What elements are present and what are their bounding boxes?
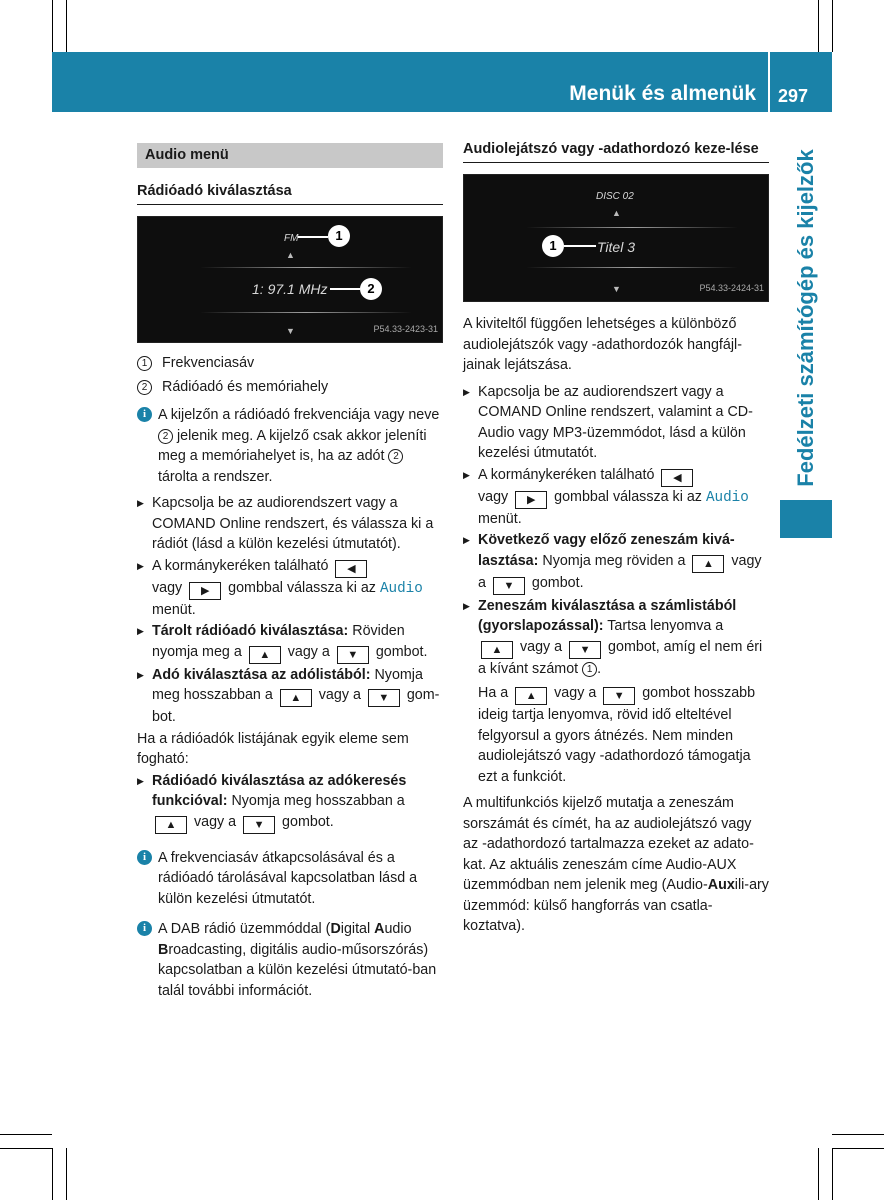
crop-mark — [52, 1148, 53, 1200]
crop-mark — [818, 1148, 819, 1200]
legend-item — [137, 377, 443, 398]
crop-mark — [832, 1134, 884, 1135]
step-arrow-icon: ▶ — [137, 775, 144, 786]
text: vagy — [478, 488, 513, 505]
down-key-icon: ▼ — [243, 816, 275, 834]
legend-number: 2 — [137, 380, 152, 395]
text: menüt. — [478, 510, 522, 527]
text: gombbal válassza ki az — [224, 579, 380, 596]
instruction-step — [137, 771, 443, 834]
instruction-step — [137, 493, 443, 555]
text: vagy a — [550, 685, 601, 701]
text: roadcasting, digitális audio-műsorszórás) kapcsolatban a külön kezelési útmutató-ban talál további információt. — [158, 941, 437, 999]
text: Aux — [707, 877, 735, 893]
step-arrow-icon: ▶ — [463, 600, 470, 611]
text: gombot hosszabb ideig tartja lenyomva, rövid idő elteltével felgyorsul a gyors átnézés. Nem minden audiolejátszó vagy -adathordozó támogatja ezt a funkciót. — [478, 685, 756, 785]
instruction-step — [137, 556, 443, 621]
step-title: Adó kiválasztása az adólistából: — [152, 666, 371, 683]
instruction-step — [463, 465, 769, 530]
down-key-icon: ▼ — [603, 687, 635, 705]
instruction-step — [463, 596, 769, 680]
up-key-icon: ▲ — [155, 816, 187, 834]
text: A kormánykeréken található — [152, 557, 333, 574]
page-title: Menük és almenük — [569, 82, 756, 105]
right-column — [463, 140, 769, 937]
track-title: Titel 3 — [597, 239, 636, 255]
text: menüt. — [152, 601, 196, 618]
screen-divider — [200, 312, 412, 313]
text: A — [374, 921, 385, 937]
step-continuation — [463, 683, 769, 787]
text: igital — [340, 921, 375, 937]
step-title: Rádióadó kiválasztása az adókeresés funkcióval: — [152, 772, 407, 809]
legend-number: 1 — [137, 356, 152, 371]
step-arrow-icon: ▶ — [137, 669, 144, 680]
text: A kijelzőn a rádióadó frekvenciája vagy neve — [158, 407, 440, 423]
crop-mark — [66, 0, 67, 52]
text: vagy — [152, 579, 187, 596]
frequency-label: 1: 97.1 MHz — [252, 281, 328, 297]
up-key-icon: ▲ — [249, 646, 281, 664]
down-key-icon: ▼ — [569, 641, 601, 659]
step-arrow-icon: ▶ — [137, 560, 144, 571]
callout-1: 1 — [542, 235, 564, 257]
up-key-icon: ▲ — [515, 687, 547, 705]
up-key-icon: ▲ — [481, 641, 513, 659]
crop-mark — [832, 0, 833, 52]
header-divider — [768, 52, 770, 112]
legend-text: Frekvenciasáv — [162, 355, 255, 371]
screen-divider — [200, 267, 412, 268]
text: vagy a — [478, 552, 762, 591]
up-key-icon: ▲ — [280, 689, 312, 707]
text: gombbal válassza ki az — [550, 488, 706, 505]
instruction-step — [463, 530, 769, 595]
paragraph: A kiviteltől függően lehetséges a különböző audiolejátszók vagy -adathordozók hangfájl-jainak lejátszása. — [463, 316, 742, 373]
ref-number: 1 — [582, 662, 597, 677]
info-icon: i — [137, 407, 152, 422]
text: Nyomja meg röviden a — [538, 552, 690, 569]
up-arrow-icon: ▲ — [612, 208, 621, 218]
radio-screen-illustration — [137, 216, 443, 343]
menu-name: Audio — [379, 580, 423, 597]
text: Ha a — [478, 685, 513, 701]
down-key-icon: ▼ — [368, 689, 400, 707]
text: A kormánykeréken található — [478, 466, 659, 483]
band-label: FM — [284, 233, 299, 244]
text: vagy a — [283, 643, 334, 660]
right-key-icon: ▶ — [189, 582, 221, 600]
step-text: Kapcsolja be az audiorendszert vagy a COMAND Online rendszert, és válassza ki a rádiót (lásd a külön kezelési útmutatót). — [152, 495, 434, 552]
text: D — [330, 921, 341, 937]
down-arrow-icon: ▼ — [612, 284, 621, 294]
text: vagy a — [314, 687, 365, 703]
up-arrow-icon: ▲ — [286, 250, 295, 260]
step-arrow-icon: ▶ — [463, 469, 470, 480]
menu-name: Audio — [705, 489, 749, 506]
text: gombot. — [278, 813, 334, 830]
info-note — [137, 848, 443, 910]
legend-text: Rádióadó és memóriahely — [162, 378, 329, 395]
text: vagy a — [190, 813, 241, 830]
right-key-icon: ▶ — [515, 491, 547, 509]
disc-label: DISC 02 — [596, 191, 634, 202]
instruction-step — [463, 382, 769, 464]
step-arrow-icon: ▶ — [137, 498, 144, 508]
text: gom-bot. — [152, 687, 440, 725]
info-note — [137, 405, 443, 487]
text: B — [158, 941, 169, 958]
text: Röviden nyomja meg a — [152, 623, 405, 660]
text: A multifunkciós kijelző mutatja a zeneszám sorszámát és címét, ha az audiolejátszó vagy az -adathordozó tartalmazza ezeket az adato-kat. Az aktuális zeneszám címe Audio-AUX üzemmódban nem jelenik meg (Audio- — [463, 795, 754, 893]
page-number: 297 — [778, 86, 809, 106]
step-arrow-icon: ▶ — [137, 626, 144, 636]
text: . — [597, 660, 602, 677]
left-key-icon: ◀ — [661, 469, 693, 487]
info-icon: i — [137, 850, 152, 865]
step-title: Következő vagy előző zeneszám kivá-lasztása: — [478, 532, 735, 569]
callout-line — [564, 245, 596, 247]
instruction-step — [137, 665, 443, 728]
crop-mark — [0, 1148, 52, 1149]
subheading-audio-player: Audiolejátszó vagy -adathordozó keze-lése — [463, 140, 769, 163]
text: Nyomja meg hosszabban a — [152, 666, 423, 703]
step-title: Zeneszám kiválasztása a számlistából (gyorslapozással): — [478, 597, 737, 634]
callout-2: 2 — [360, 278, 382, 300]
paragraph: Ha a rádióadók listájának egyik eleme sem fogható: — [137, 730, 409, 767]
ref-number: 2 — [158, 429, 173, 444]
image-code: P54.33-2424-31 — [699, 282, 764, 293]
chapter-tab-label: Fedélzeti számítógép és kijelzők — [793, 149, 818, 487]
info-icon: i — [137, 921, 152, 936]
left-column — [137, 143, 443, 1007]
step-text: Kapcsolja be az audiorendszert vagy a COMAND Online rendszert, valamint a CD-Audio vagy MP3-üzemmódot, lásd a külön kezelési útmutatót. — [478, 383, 753, 461]
info-text: A frekvenciasáv átkapcsolásával és a rádióadó tárolásával kapcsolatban lásd a külön kezelési útmutatót. — [158, 849, 418, 907]
subheading-radio-select: Rádióadó kiválasztása — [137, 182, 443, 205]
callout-1: 1 — [328, 225, 350, 247]
callout-line — [330, 288, 360, 290]
text: gombot. — [527, 574, 584, 591]
text: A DAB rádió üzemmóddal ( — [158, 921, 331, 937]
disc-screen-illustration — [463, 174, 769, 302]
screen-divider — [526, 227, 738, 228]
crop-mark — [818, 0, 819, 52]
legend-item — [137, 353, 443, 374]
ref-number: 2 — [388, 449, 403, 464]
text: gombot. — [371, 643, 428, 660]
down-key-icon: ▼ — [493, 577, 525, 595]
down-key-icon: ▼ — [337, 646, 369, 664]
text: Tartsa lenyomva a — [603, 618, 724, 634]
text: vagy a — [516, 638, 567, 655]
crop-mark — [0, 1134, 52, 1135]
step-arrow-icon: ▶ — [463, 535, 470, 545]
crop-mark — [66, 1148, 67, 1200]
crop-mark — [832, 1148, 884, 1149]
text: ili-ary üzemmód: külső hangforrás van csatla-koztatva). — [463, 877, 769, 934]
chapter-tab-marker — [780, 500, 832, 538]
crop-mark — [832, 1148, 833, 1200]
step-arrow-icon: ▶ — [463, 386, 470, 397]
text: gombot, amíg el nem éri a kívánt számot — [478, 638, 763, 677]
screen-divider — [526, 267, 738, 268]
text: jelenik meg. A kijelző csak akkor jeleníti meg a memóriahelyet is, ha az adót — [158, 427, 427, 464]
left-key-icon: ◀ — [335, 560, 367, 578]
text: Nyomja meg hosszabban a — [227, 793, 405, 809]
down-arrow-icon: ▼ — [286, 326, 295, 336]
crop-mark — [52, 0, 53, 52]
image-code: P54.33-2423-31 — [373, 323, 438, 334]
up-key-icon: ▲ — [692, 555, 724, 573]
step-title: Tárolt rádióadó kiválasztása: — [152, 623, 349, 639]
text: udio — [384, 921, 412, 937]
info-note — [137, 919, 443, 1001]
paragraph — [463, 793, 769, 937]
section-title: Audio menü — [137, 143, 443, 168]
text: tárolta a rendszer. — [158, 468, 273, 485]
instruction-step — [137, 621, 443, 664]
callout-line — [298, 236, 328, 238]
